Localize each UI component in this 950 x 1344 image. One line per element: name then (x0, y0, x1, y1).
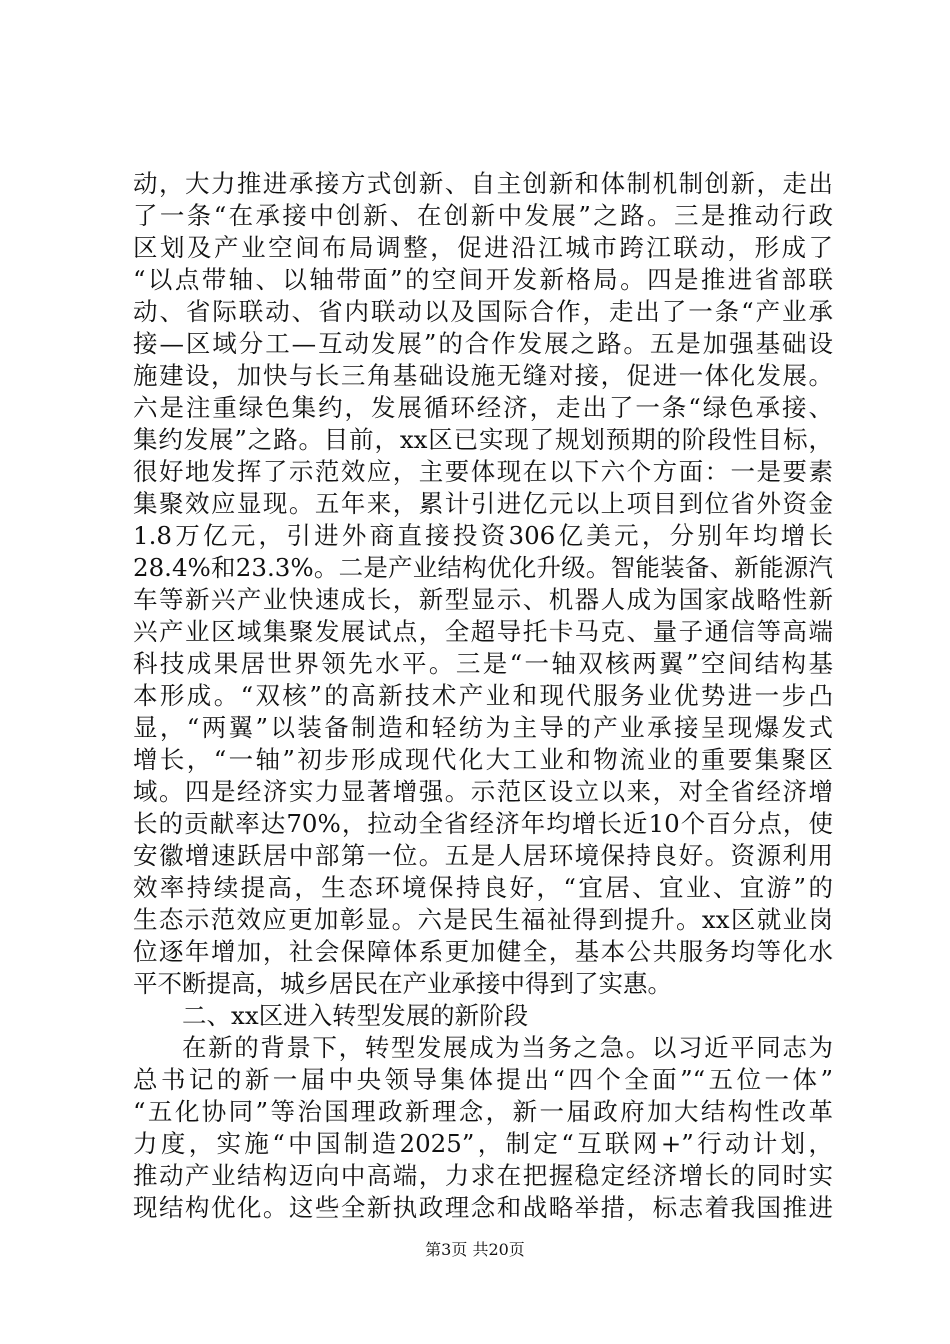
text-line: “以点带轴、以轴带面”的空间开发新格局。四是推进省部联 (133, 265, 833, 294)
document-body (133, 168, 833, 1224)
text-line: 兴产业区域集聚发展试点，全超导托卡马克、量子通信等高端 (133, 617, 833, 646)
text-line: 动、省际联动、省内联动以及国际合作，走出了一条“产业承 (133, 297, 833, 326)
text-line: 本形成。“双核”的高新技术产业和现代服务业优势进一步凸 (133, 681, 833, 710)
text-line: 显，“两翼”以装备制造和轻纺为主导的产业承接呈现爆发式 (133, 713, 833, 742)
text-line: “五化协同”等治国理政新理念，新一届政府加大结构性改革 (133, 1097, 833, 1126)
text-line: 科技成果居世界领先水平。三是“一轴双核两翼”空间结构基 (133, 649, 833, 678)
page-number-footer: 第3页 共20页 (425, 1240, 525, 1259)
text-line: 增长，“一轴”初步形成现代化大工业和物流业的重要集聚区 (133, 745, 833, 774)
text-line: 安徽增速跃居中部第一位。五是人居环境保持良好。资源利用 (133, 841, 833, 870)
text-line: 车等新兴产业快速成长，新型显示、机器人成为国家战略性新 (133, 585, 833, 614)
text-line: 效率持续提高，生态环境保持良好，“宜居、宜业、宜游”的 (133, 873, 833, 902)
text-line: 生态示范效应更加彰显。六是民生福祉得到提升。xx区就业岗 (133, 905, 833, 934)
text-line: 接—区域分工—互动发展”的合作发展之路。五是加强基础设 (133, 329, 833, 358)
text-line: 1.8万亿元，引进外商直接投资306亿美元，分别年均增长 (133, 521, 833, 550)
text-line: 28.4%和23.3%。二是产业结构优化升级。智能装备、新能源汽 (133, 553, 833, 582)
text-line: 集约发展”之路。目前，xx区已实现了规划预期的阶段性目标， (133, 425, 833, 454)
text-line: 平不断提高，城乡居民在产业承接中得到了实惠。 (133, 969, 672, 998)
text-line: 区划及产业空间布局调整，促进沿江城市跨江联动，形成了 (133, 233, 833, 262)
text-line: 推动产业结构迈向中高端，力求在把握稳定经济增长的同时实 (133, 1161, 833, 1190)
text-line: 很好地发挥了示范效应，主要体现在以下六个方面：一是要素 (133, 457, 833, 486)
text-line: 总书记的新一届中央领导集体提出“四个全面”“五位一体” (133, 1065, 833, 1094)
section-heading: 二、xx区进入转型发展的新阶段 (182, 1001, 529, 1030)
text-line: 施建设，加快与长三角基础设施无缝对接，促进一体化发展。 (133, 361, 833, 390)
text-line: 力度，实施“中国制造2025”，制定“互联网+”行动计划， (133, 1129, 833, 1158)
text-line: 现结构优化。这些全新执政理念和战略举措，标志着我国推进 (133, 1193, 833, 1222)
text-line: 了一条“在承接中创新、在创新中发展”之路。三是推动行政 (133, 201, 833, 230)
text-line: 位逐年增加，社会保障体系更加健全，基本公共服务均等化水 (133, 937, 833, 966)
text-line: 长的贡献率达70%，拉动全省经济年均增长近10个百分点，使 (133, 809, 833, 838)
text-line: 域。四是经济实力显著增强。示范区设立以来，对全省经济增 (133, 777, 833, 806)
text-line: 在新的背景下，转型发展成为当务之急。以习近平同志为 (182, 1033, 833, 1062)
text-line: 集聚效应显现。五年来，累计引进亿元以上项目到位省外资金 (133, 489, 833, 518)
text-line: 六是注重绿色集约，发展循环经济，走出了一条“绿色承接、 (133, 393, 833, 422)
text-line: 动，大力推进承接方式创新、自主创新和体制机制创新，走出 (133, 169, 833, 198)
